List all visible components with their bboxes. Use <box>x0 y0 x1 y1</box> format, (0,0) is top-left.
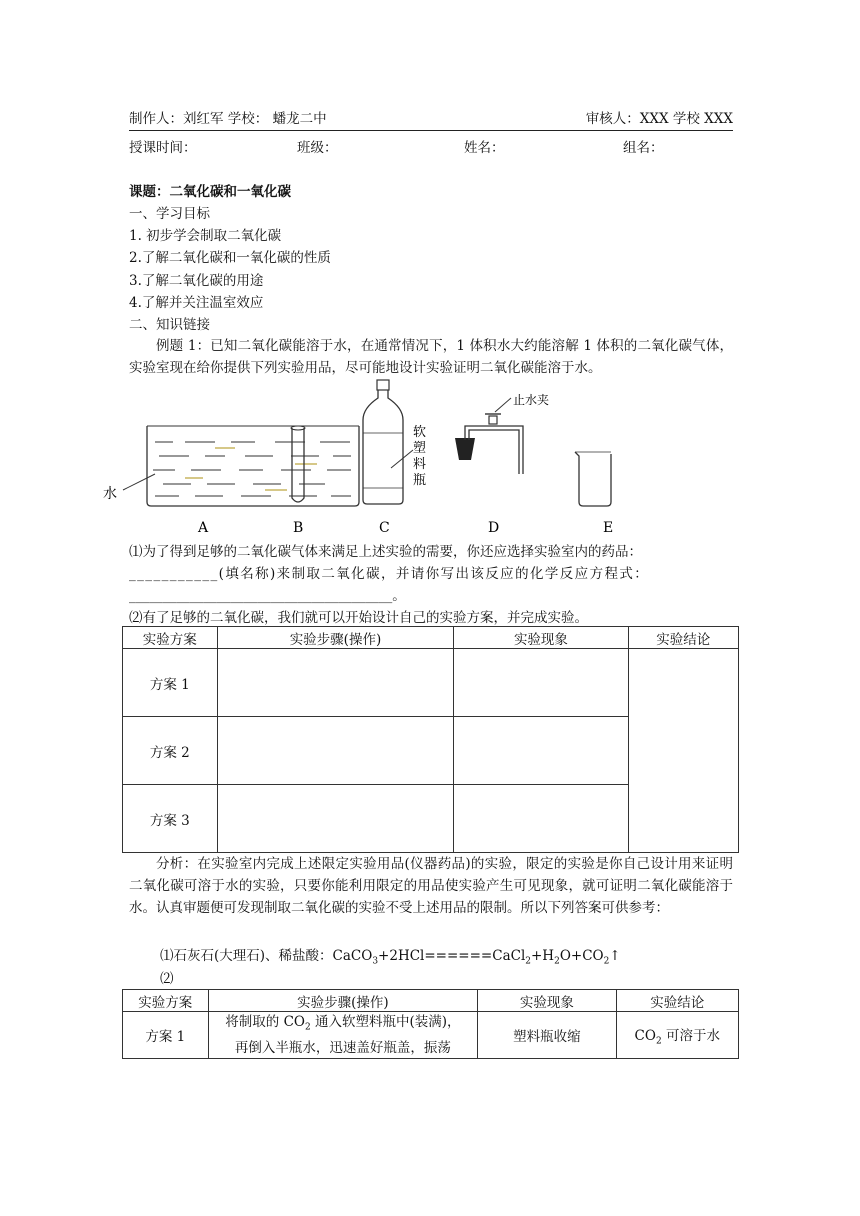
conclusion-cell: $CO_2$ 可溶于水 <box>616 1012 738 1059</box>
goal-item: 3.了解二氧化碳的用途 <box>129 273 264 289</box>
experiment-table <box>122 626 739 853</box>
header-plan: 实验方案 <box>123 990 209 1012</box>
label-a: A <box>198 520 209 536</box>
header-phenomenon: 实验现象 <box>478 990 616 1012</box>
time-field: 授课时间： <box>129 140 197 156</box>
section-links: 二、知识链接 <box>129 317 210 333</box>
header-conclusion: 实验结论 <box>616 990 738 1012</box>
header-phenomenon: 实验现象 <box>454 627 628 649</box>
bottle-label-4: 瓶 <box>413 473 427 488</box>
apparatus-figure <box>95 378 755 538</box>
answer1: ⑴石灰石(大理石)、稀盐酸：$CaCO_3+2HCl======CaCl_2+H_2O+CO_2↑$ <box>160 948 621 967</box>
header-steps: 实验步骤(操作) <box>208 990 478 1012</box>
phenomenon-cell[interactable] <box>454 717 628 785</box>
plan-label: 方案 1 <box>123 1012 209 1059</box>
plan-label: 方案 2 <box>123 717 218 785</box>
goal-item: 2.了解二氧化碳和一氧化碳的性质 <box>129 250 331 266</box>
header-conclusion: 实验结论 <box>628 627 739 649</box>
bottle-label-3: 料 <box>413 457 427 472</box>
bottle-label-1: 软 <box>413 425 427 440</box>
steps-cell[interactable] <box>217 717 454 785</box>
steps-cell[interactable] <box>217 785 454 853</box>
name-field: 姓名： <box>464 140 505 156</box>
section-goals: 一、学习目标 <box>129 206 210 222</box>
lesson-title: 课题：二氧化碳和一氧化碳 <box>129 184 291 200</box>
answer2: ⑵ <box>160 971 174 987</box>
steps-cell: 将制取的 $CO_2$ 通入软塑料瓶中(装满)， 再倒入半瓶水，迅速盖好瓶盖，振荡 <box>208 1012 478 1059</box>
phenomenon-cell[interactable] <box>454 649 628 717</box>
label-d: D <box>488 520 500 536</box>
plastic-bottle-icon <box>363 380 413 504</box>
question1-line2: ___________(填名称)来制取二氧化碳，并请你写出该反应的化学反应方程式： <box>129 566 650 582</box>
goal-item: 1. 初步学会制取二氧化碳 <box>129 228 282 244</box>
goal-item: 4.了解并关注温室效应 <box>129 295 264 311</box>
question1-line3: _______________________________________。 <box>129 588 406 604</box>
beaker-icon <box>575 452 611 506</box>
header-steps: 实验步骤(操作) <box>217 627 454 649</box>
bottle-label-2: 塑 <box>413 441 427 456</box>
trough-icon <box>123 426 359 506</box>
class-field: 班级： <box>297 140 338 156</box>
steps-cell[interactable] <box>217 649 454 717</box>
reviewer-info: 审核人：XXX 学校 XXX <box>585 111 733 127</box>
label-b: B <box>293 520 304 536</box>
phenomenon-cell: 塑料瓶收缩 <box>478 1012 616 1059</box>
example-text: 例题 1：已知二氧化碳能溶于水，在通常情况下，1 体积水大约能溶解 1 体积的二氧化碳气体，实验室现在给你提供下列实验用品，尽可能地设计实验证明二氧化碳能溶于水。 <box>129 338 733 376</box>
analysis-text: 分析：在实验室内完成上述限定实验用品(仪器药品)的实验，限定的实验是你自己设计用来证明二氧化碳可溶于水的实验，只要你能利用限定的用品使实验产生可见现象，就可证明二氧化碳能溶于水。认真审题便可发现制取二氧化碳的实验不受上述用品的限制。所以下列答案可供参考： <box>129 856 733 916</box>
label-c: C <box>379 520 390 536</box>
label-e: E <box>603 520 614 536</box>
stopper-tube-icon <box>455 398 523 474</box>
page-header <box>129 108 733 131</box>
question1-line1: ⑴为了得到足够的二氧化碳气体来满足上述实验的需要，你还应选择实验室内的药品： <box>129 544 642 560</box>
question2: ⑵有了足够的二氧化碳，我们就可以开始设计自己的实验方案，并完成实验。 <box>129 610 588 626</box>
phenomenon-cell[interactable] <box>454 785 628 853</box>
conclusion-cell[interactable] <box>628 649 739 853</box>
group-field: 组名： <box>623 140 664 156</box>
answer-table <box>122 989 739 1059</box>
clamp-label: 止水夹 <box>513 393 550 407</box>
header-plan: 实验方案 <box>123 627 218 649</box>
plan-label: 方案 1 <box>123 649 218 717</box>
water-label: 水 <box>103 486 117 502</box>
author-info: 制作人：刘红军 学校： 蟠龙二中 <box>129 111 327 127</box>
plan-label: 方案 3 <box>123 785 218 853</box>
